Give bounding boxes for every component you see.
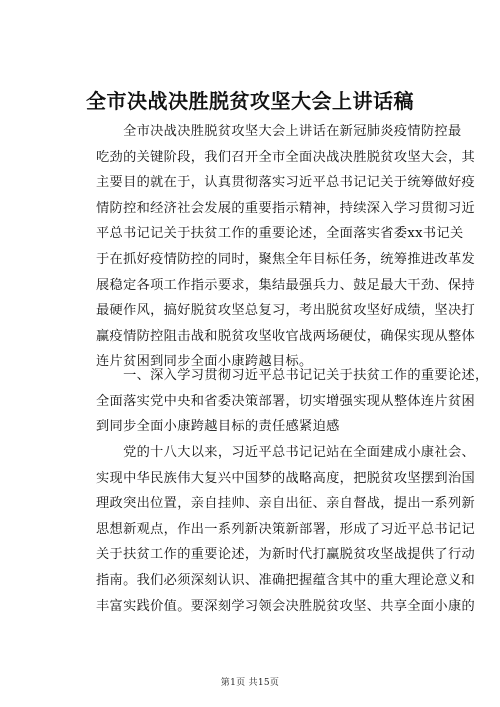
text-line: 吃劲的关键阶段，我们召开全市全面决战决胜脱贫攻坚大会，其 <box>96 149 476 165</box>
paragraph-section-heading <box>96 363 489 440</box>
text-line: 连片贫困到同步全面小康跨越目标。 <box>96 354 313 370</box>
paragraph-intro <box>96 119 476 375</box>
text-line: 于在抓好疫情防控的同时，聚焦全年目标任务，统筹推进改革发 <box>96 251 476 267</box>
text-line: 到同步全面小康跨越目标的责任感紧迫感 <box>96 419 340 435</box>
text-line: 丰富实践价值。要深刻学习领会决胜脱贫攻坚、共享全面小康的 <box>96 598 476 614</box>
text-line: 实现中华民族伟大复兴中国梦的战略高度，把脱贫攻坚摆到治国 <box>96 470 476 486</box>
document-title: 全市决战决胜脱贫攻坚大会上讲话稿 <box>86 89 414 113</box>
text-line: 指南。我们必须深刻认识、准确把握蕴含其中的重大理论意义和 <box>96 572 476 588</box>
paragraph-body <box>96 440 476 619</box>
text-line: 情防控和经济社会发展的重要指示精神，持续深入学习贯彻习近 <box>96 200 476 216</box>
text-line: 主要目的就在于，认真贯彻落实习近平总书记记关于统筹做好疫 <box>96 175 476 191</box>
text-line: 展稳定各项工作指示要求，集结最强兵力、鼓足最大干劲、保持 <box>96 277 476 293</box>
text-line: 最硬作风，搞好脱贫攻坚总复习，考出脱贫攻坚好成绩，坚决打 <box>96 303 476 319</box>
text-line: 理政突出位置，亲自挂帅、亲自出征、亲自督战，提出一系列新 <box>96 496 476 512</box>
text-line: 党的十八大以来，习近平总书记记站在全面建成小康社会、 <box>96 445 476 460</box>
text-line: 全市决战决胜脱贫攻坚大会上讲话在新冠肺炎疫情防控最 <box>96 124 462 139</box>
text-line: 赢疫情防控阻击战和脱贫攻坚收官战两场硬仗，确保实现从整体 <box>96 328 476 344</box>
text-line: 一、深入学习贯彻习近平总书记记关于扶贫工作的重要论述， <box>96 368 489 383</box>
page-footer: 第1页 共15页 <box>220 678 280 688</box>
text-line: 全面落实党中央和省委决策部署，切实增强实现从整体连片贫困 <box>96 393 476 409</box>
text-line: 思想新观点，作出一系列新决策新部署，形成了习近平总书记记 <box>96 521 476 537</box>
text-line: 平总书记记关于扶贫工作的重要论述，全面落实省委xx书记关 <box>96 226 464 242</box>
text-line: 关于扶贫工作的重要论述，为新时代打赢脱贫攻坚战提供了行动 <box>96 547 476 563</box>
